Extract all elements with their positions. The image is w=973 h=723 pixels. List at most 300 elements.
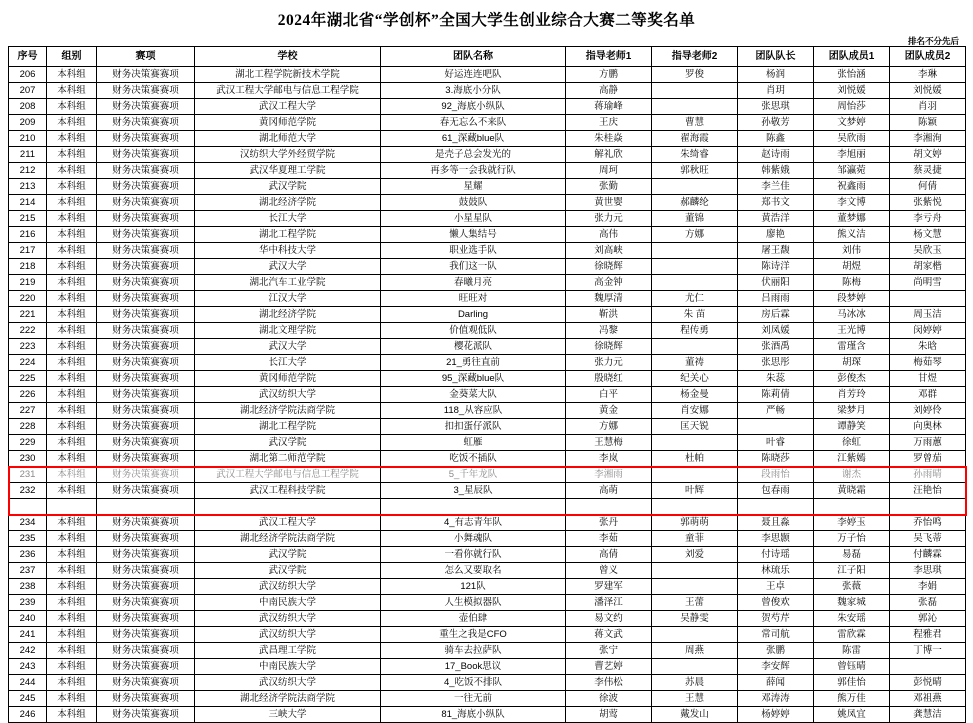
table-cell: 梁梦月 xyxy=(814,403,890,419)
table-cell: 226 xyxy=(9,387,47,403)
table-cell: 财务决策赛赛项 xyxy=(97,563,195,579)
table-cell: 白平 xyxy=(566,387,652,403)
table-cell: 本科组 xyxy=(47,227,97,243)
table-cell: 虹雁 xyxy=(381,435,566,451)
table-cell: 刘悦媛 xyxy=(814,83,890,99)
table-cell: 财务决策赛赛项 xyxy=(97,627,195,643)
table-cell: 蒋文武 xyxy=(566,627,652,643)
table-cell: 本科组 xyxy=(47,99,97,115)
table-cell: 戴发山 xyxy=(652,707,738,723)
table-cell: 周燕 xyxy=(652,643,738,659)
table-row xyxy=(9,467,966,483)
table-cell: 孙雨晴 xyxy=(890,467,966,483)
table-cell: 李亏舟 xyxy=(890,211,966,227)
table-cell: 乔怡鸣 xyxy=(890,515,966,531)
table-cell: 华中科技大学 xyxy=(195,243,381,259)
table-row xyxy=(9,323,966,339)
table-cell: 屠王馥 xyxy=(738,243,814,259)
table-cell: 222 xyxy=(9,323,47,339)
table-cell: 244 xyxy=(9,675,47,691)
table-cell: 殷晓红 xyxy=(566,371,652,387)
table-cell: 肖羽 xyxy=(890,99,966,115)
table-cell xyxy=(652,563,738,579)
table-cell xyxy=(652,83,738,99)
table-cell: 湖北汽车工业学院 xyxy=(195,275,381,291)
table-row xyxy=(9,611,966,627)
table-cell: 财务决策赛赛项 xyxy=(97,435,195,451)
table-row xyxy=(9,531,966,547)
table-cell: 217 xyxy=(9,243,47,259)
table-cell: 解礼欣 xyxy=(566,147,652,163)
table-cell: 一往无前 xyxy=(381,691,566,707)
table-cell: 李思颢 xyxy=(738,531,814,547)
table-cell: 方鹏 xyxy=(566,67,652,83)
award-list-table xyxy=(8,46,966,723)
table-cell: 财务决策赛赛项 xyxy=(97,163,195,179)
table-row xyxy=(9,307,966,323)
table-cell: 彭俊杰 xyxy=(814,371,890,387)
table-cell: 姚凤宜 xyxy=(814,707,890,723)
table-cell: 匡天锐 xyxy=(652,419,738,435)
table-row xyxy=(9,483,966,499)
table-cell: 本科组 xyxy=(47,707,97,723)
table-cell: 雷欣霖 xyxy=(814,627,890,643)
table-row xyxy=(9,179,966,195)
table-cell: 张酒禹 xyxy=(738,339,814,355)
table-cell: 223 xyxy=(9,339,47,355)
table-cell: 杜帕 xyxy=(652,451,738,467)
table-cell: 本科组 xyxy=(47,611,97,627)
table-cell: 易磊 xyxy=(814,547,890,563)
table-cell: 228 xyxy=(9,419,47,435)
table-cell xyxy=(890,291,966,307)
col-header-event: 赛项 xyxy=(97,47,195,67)
table-cell: 杨文慧 xyxy=(890,227,966,243)
table-cell: 张宁 xyxy=(566,643,652,659)
table-cell: 湖北经济学院法商学院 xyxy=(195,531,381,547)
table-cell: 聂且淼 xyxy=(738,515,814,531)
table-cell: 孙敬芳 xyxy=(738,115,814,131)
table-cell: 本科组 xyxy=(47,355,97,371)
table-row xyxy=(9,147,966,163)
table-cell xyxy=(381,499,566,515)
table-cell: 蔡灵捷 xyxy=(890,163,966,179)
table-cell: 湖北经济学院 xyxy=(195,195,381,211)
page-title: 2024年湖北省“学创杯”全国大学生创业综合大赛二等奖名单 xyxy=(277,12,696,29)
table-cell: 何倩 xyxy=(890,179,966,195)
table-row xyxy=(9,195,966,211)
table-cell: 中南民族大学 xyxy=(195,659,381,675)
table-cell: 武汉工程大学邮电与信息工程学院 xyxy=(195,467,381,483)
table-row xyxy=(9,691,966,707)
table-cell: 王蕾 xyxy=(652,595,738,611)
table-cell: 243 xyxy=(9,659,47,675)
col-header-advisor-2: 指导老师2 xyxy=(652,47,738,67)
table-cell: 本科组 xyxy=(47,579,97,595)
table-cell: 武汉纺织大学 xyxy=(195,611,381,627)
table-cell: 程雅君 xyxy=(890,627,966,643)
table-cell: 郑书文 xyxy=(738,195,814,211)
table-cell: 胡莺 xyxy=(566,707,652,723)
table-cell: 王慧 xyxy=(652,691,738,707)
table-cell xyxy=(652,179,738,195)
table-cell: 211 xyxy=(9,147,47,163)
table-row xyxy=(9,163,966,179)
table-cell: 财务决策赛赛项 xyxy=(97,339,195,355)
table-cell: 206 xyxy=(9,67,47,83)
table-cell xyxy=(652,435,738,451)
table-cell: 本科组 xyxy=(47,419,97,435)
table-cell: 林琉乐 xyxy=(738,563,814,579)
table-cell: 董锦 xyxy=(652,211,738,227)
table-cell: 221 xyxy=(9,307,47,323)
table-cell: 江子阳 xyxy=(814,563,890,579)
table-cell: 227 xyxy=(9,403,47,419)
table-cell: 本科组 xyxy=(47,371,97,387)
table-cell: 马冰冰 xyxy=(814,307,890,323)
table-row xyxy=(9,435,966,451)
table-cell: 张紫悦 xyxy=(890,195,966,211)
table-cell: 118_从容应队 xyxy=(381,403,566,419)
table-cell: 董梦娜 xyxy=(814,211,890,227)
table-cell: 本科组 xyxy=(47,675,97,691)
table-cell: 是壳子总会发光的 xyxy=(381,147,566,163)
table-cell: 武汉纺织大学 xyxy=(195,627,381,643)
table-cell: 武汉纺织大学 xyxy=(195,675,381,691)
table-cell: 李旭丽 xyxy=(814,147,890,163)
table-row xyxy=(9,403,966,419)
table-cell: 伏丽阳 xyxy=(738,275,814,291)
table-cell: 万雨蕙 xyxy=(890,435,966,451)
table-cell: 216 xyxy=(9,227,47,243)
table-row xyxy=(9,451,966,467)
table-cell: 刘伟 xyxy=(814,243,890,259)
table-cell: 本科组 xyxy=(47,259,97,275)
table-cell: 鼓鼓队 xyxy=(381,195,566,211)
table-row xyxy=(9,371,966,387)
table-cell: 骑车去拉萨队 xyxy=(381,643,566,659)
table-cell: 李兰佳 xyxy=(738,179,814,195)
table-cell: 财务决策赛赛项 xyxy=(97,579,195,595)
table-cell: 黄浩洋 xyxy=(738,211,814,227)
table-cell: 李娟 xyxy=(890,579,966,595)
table-cell: 232 xyxy=(9,483,47,499)
table-cell: 财务决策赛赛项 xyxy=(97,211,195,227)
table-cell: 朱蕊 xyxy=(738,371,814,387)
table-cell: 238 xyxy=(9,579,47,595)
table-cell: 李湘雨 xyxy=(566,467,652,483)
table-cell: 肖芳玲 xyxy=(814,387,890,403)
table-cell: 3_星辰队 xyxy=(381,483,566,499)
table-cell: 徐虹 xyxy=(814,435,890,451)
table-cell: 本科组 xyxy=(47,147,97,163)
table-header-row xyxy=(9,47,966,67)
table-cell: 懒人集结号 xyxy=(381,227,566,243)
table-cell: 本科组 xyxy=(47,627,97,643)
table-cell: 225 xyxy=(9,371,47,387)
table-cell: 214 xyxy=(9,195,47,211)
table-cell: 李琳 xyxy=(890,67,966,83)
table-cell: 常司航 xyxy=(738,627,814,643)
table-cell: 陈鑫 xyxy=(738,131,814,147)
table-cell: 樱花派队 xyxy=(381,339,566,355)
table-cell: 207 xyxy=(9,83,47,99)
table-cell: 黄晓霜 xyxy=(814,483,890,499)
table-cell: 财务决策赛赛项 xyxy=(97,451,195,467)
table-cell: 再多等一会我就行队 xyxy=(381,163,566,179)
table-cell: 本科组 xyxy=(47,67,97,83)
table-cell: 胡家楷 xyxy=(890,259,966,275)
table-cell: 朱安瑶 xyxy=(814,611,890,627)
table-cell: 张磊 xyxy=(890,595,966,611)
table-cell: 财务决策赛赛项 xyxy=(97,83,195,99)
table-cell: 陈诗洋 xyxy=(738,259,814,275)
table-cell: 段雨怡 xyxy=(738,467,814,483)
table-cell: 本科组 xyxy=(47,563,97,579)
table-cell: 潘泽江 xyxy=(566,595,652,611)
table-cell: 向奥林 xyxy=(890,419,966,435)
table-cell: 215 xyxy=(9,211,47,227)
table-cell: 刘悦媛 xyxy=(890,83,966,99)
table-cell xyxy=(566,499,652,515)
table-cell: 李文博 xyxy=(814,195,890,211)
table-row xyxy=(9,547,966,563)
table-row xyxy=(9,339,966,355)
table-cell: 湖北经济学院法商学院 xyxy=(195,403,381,419)
table-cell: 财务决策赛赛项 xyxy=(97,195,195,211)
table-cell: 本科组 xyxy=(47,387,97,403)
table-cell: 江紫嫣 xyxy=(814,451,890,467)
table-cell: 武汉大学 xyxy=(195,339,381,355)
table-cell xyxy=(652,467,738,483)
table-cell: 朱晗 xyxy=(890,339,966,355)
table-cell: 尤仁 xyxy=(652,291,738,307)
table-cell: 张思彤 xyxy=(738,355,814,371)
table-row xyxy=(9,515,966,531)
table-cell: 本科组 xyxy=(47,451,97,467)
table-cell: 财务决策赛赛项 xyxy=(97,115,195,131)
table-row xyxy=(9,275,966,291)
table-cell: 财务决策赛赛项 xyxy=(97,131,195,147)
table-cell: 本科组 xyxy=(47,691,97,707)
table-cell: 本科组 xyxy=(47,179,97,195)
table-cell: 财务决策赛赛项 xyxy=(97,387,195,403)
table-cell: 财务决策赛赛项 xyxy=(97,259,195,275)
table-cell: 黄金 xyxy=(566,403,652,419)
table-row xyxy=(9,291,966,307)
table-cell: 徐晓辉 xyxy=(566,339,652,355)
table-cell: 张力元 xyxy=(566,355,652,371)
table-cell: 湖北工程学院新技术学院 xyxy=(195,67,381,83)
table-body xyxy=(9,67,966,723)
table-cell: 吴静雯 xyxy=(652,611,738,627)
table-row xyxy=(9,387,966,403)
table-cell: 5_千年龙队 xyxy=(381,467,566,483)
table-cell: 武汉纺织大学 xyxy=(195,387,381,403)
table-cell: 本科组 xyxy=(47,435,97,451)
table-cell: 房后霖 xyxy=(738,307,814,323)
table-cell: 218 xyxy=(9,259,47,275)
table-cell: 张力元 xyxy=(566,211,652,227)
table-cell: 周怡莎 xyxy=(814,99,890,115)
table-cell: 本科组 xyxy=(47,211,97,227)
table-cell: 财务决策赛赛项 xyxy=(97,147,195,163)
table-cell: 武昌理工学院 xyxy=(195,643,381,659)
table-cell: 汉纺织大学外经贸学院 xyxy=(195,147,381,163)
table-row xyxy=(9,131,966,147)
table-cell: 246 xyxy=(9,707,47,723)
table-cell: 谢杰 xyxy=(814,467,890,483)
table-cell: 蒋瑜峰 xyxy=(566,99,652,115)
table-cell: 周珂 xyxy=(566,163,652,179)
col-header-index: 序号 xyxy=(9,47,47,67)
table-cell: 财务决策赛赛项 xyxy=(97,67,195,83)
table-cell xyxy=(97,499,195,515)
table-cell: 121队 xyxy=(381,579,566,595)
table-cell: 李湘洵 xyxy=(890,131,966,147)
table-cell: 财务决策赛赛项 xyxy=(97,707,195,723)
table-cell: 230 xyxy=(9,451,47,467)
table-cell xyxy=(652,243,738,259)
table-cell: 61_深藏blue队 xyxy=(381,131,566,147)
table-cell: 财务决策赛赛项 xyxy=(97,291,195,307)
table-cell: 245 xyxy=(9,691,47,707)
table-row xyxy=(9,595,966,611)
col-header-team-leader: 团队队长 xyxy=(738,47,814,67)
table-cell xyxy=(652,339,738,355)
table-cell: 三峡大学 xyxy=(195,707,381,723)
table-cell: 财务决策赛赛项 xyxy=(97,275,195,291)
table-cell: 邓祖燕 xyxy=(890,691,966,707)
table-cell: 4_有志青年队 xyxy=(381,515,566,531)
table-cell: 242 xyxy=(9,643,47,659)
table-cell: 星耀 xyxy=(381,179,566,195)
table-cell: 肖玥 xyxy=(738,83,814,99)
table-cell: 吴欣雨 xyxy=(814,131,890,147)
table-cell: 春无忘么不来队 xyxy=(381,115,566,131)
table-cell xyxy=(652,627,738,643)
table-cell: 王光博 xyxy=(814,323,890,339)
table-cell: 财务决策赛赛项 xyxy=(97,643,195,659)
table-cell: 徐晓辉 xyxy=(566,259,652,275)
table-cell: 235 xyxy=(9,531,47,547)
table-row xyxy=(9,243,966,259)
table-cell: 本科组 xyxy=(47,275,97,291)
table-cell: 财务决策赛赛项 xyxy=(97,515,195,531)
table-cell: 21_勇往直前 xyxy=(381,355,566,371)
table-cell: 人生模拟器队 xyxy=(381,595,566,611)
table-cell: 徐波 xyxy=(566,691,652,707)
table-cell: 210 xyxy=(9,131,47,147)
table-row xyxy=(9,707,966,723)
table-cell: 段梦婷 xyxy=(814,291,890,307)
table-cell: 237 xyxy=(9,563,47,579)
table-cell: 包春雨 xyxy=(738,483,814,499)
table-row xyxy=(9,659,966,675)
table-cell: 张思琪 xyxy=(738,99,814,115)
table-cell: 财务决策赛赛项 xyxy=(97,483,195,499)
table-cell: 长江大学 xyxy=(195,355,381,371)
table-cell: 我们这一队 xyxy=(381,259,566,275)
table-cell: 壶伯肆 xyxy=(381,611,566,627)
table-cell: 祝鑫雨 xyxy=(814,179,890,195)
table-cell: 罗建军 xyxy=(566,579,652,595)
table-cell: 本科组 xyxy=(47,243,97,259)
table-cell: 中南民族大学 xyxy=(195,595,381,611)
table-cell: 曾义 xyxy=(566,563,652,579)
table-cell: 财务决策赛赛项 xyxy=(97,307,195,323)
table-cell: 张勤 xyxy=(566,179,652,195)
table-cell: 湖北工程学院 xyxy=(195,227,381,243)
table-cell: 财务决策赛赛项 xyxy=(97,675,195,691)
table-cell: 郝麟纶 xyxy=(652,195,738,211)
table-cell xyxy=(9,499,47,515)
table-cell: 财务决策赛赛项 xyxy=(97,659,195,675)
table-cell: 彭悦晴 xyxy=(890,675,966,691)
table-cell xyxy=(814,499,890,515)
table-cell: 4_吃饭不排队 xyxy=(381,675,566,691)
table-cell: 本科组 xyxy=(47,195,97,211)
table-cell: 怎么又要取名 xyxy=(381,563,566,579)
table-cell: 纪关心 xyxy=(652,371,738,387)
table-cell: 本科组 xyxy=(47,531,97,547)
table-cell: 81_海底小纵队 xyxy=(381,707,566,723)
table-cell: 湖北文理学院 xyxy=(195,323,381,339)
table-cell: 重生之我是CFO xyxy=(381,627,566,643)
table-cell: 239 xyxy=(9,595,47,611)
table-cell: 3.海底小分队 xyxy=(381,83,566,99)
table-cell: 罗曾茄 xyxy=(890,451,966,467)
table-cell: 财务决策赛赛项 xyxy=(97,595,195,611)
table-cell: 丁博一 xyxy=(890,643,966,659)
table-cell: 雷瑾含 xyxy=(814,339,890,355)
table-cell: 财务决策赛赛项 xyxy=(97,227,195,243)
table-cell xyxy=(652,259,738,275)
table-cell: 叶睿 xyxy=(738,435,814,451)
table-cell: 刘爱 xyxy=(652,547,738,563)
col-header-member-2: 团队成员2 xyxy=(890,47,966,67)
table-row xyxy=(9,563,966,579)
table-cell: 武汉学院 xyxy=(195,435,381,451)
table-cell: 王慧梅 xyxy=(566,435,652,451)
table-cell: 财务决策赛赛项 xyxy=(97,403,195,419)
table-cell: 张怡涵 xyxy=(814,67,890,83)
table-cell: 杨润 xyxy=(738,67,814,83)
table-cell: 武汉工程大学邮电与信息工程学院 xyxy=(195,83,381,99)
table-cell xyxy=(652,99,738,115)
table-cell: 熊义洁 xyxy=(814,227,890,243)
table-cell: 胡文婷 xyxy=(890,147,966,163)
table-row xyxy=(9,259,966,275)
table-cell: 财务决策赛赛项 xyxy=(97,531,195,547)
table-cell: 旺旺对 xyxy=(381,291,566,307)
table-cell: 武汉学院 xyxy=(195,563,381,579)
table-cell: 231 xyxy=(9,467,47,483)
table-cell: 陈梅 xyxy=(814,275,890,291)
table-cell: 好运连连吧队 xyxy=(381,67,566,83)
table-cell: 董祷 xyxy=(652,355,738,371)
table-cell xyxy=(738,499,814,515)
table-row xyxy=(9,675,966,691)
table-cell: 本科组 xyxy=(47,115,97,131)
table-cell: 严畅 xyxy=(738,403,814,419)
table-cell: 212 xyxy=(9,163,47,179)
table-cell: 高萌 xyxy=(566,483,652,499)
table-cell: 周玉洁 xyxy=(890,307,966,323)
table-cell: 本科组 xyxy=(47,547,97,563)
table-cell: 杨婷婷 xyxy=(738,707,814,723)
table-cell: 张鹏 xyxy=(738,643,814,659)
